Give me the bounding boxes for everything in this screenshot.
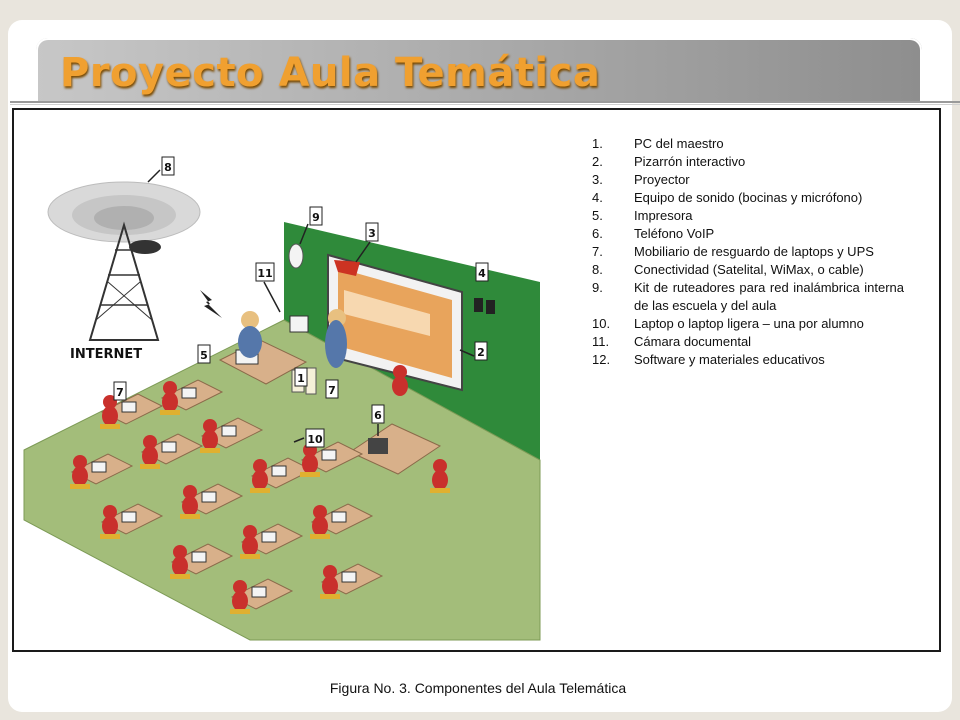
legend-number: 2. [592,154,603,169]
legend-item [592,333,904,351]
legend-text: Mobiliario de resguardo de laptops y UPS [634,244,874,259]
legend-number: 10. [592,316,611,331]
figure-caption-text: Figura No. 3. Componentes del Aula Telemática [329,680,627,696]
callout-3: 3 [368,227,376,240]
voip-phone-icon [368,438,388,454]
callout-1: 1 [297,372,305,385]
legend-item [592,153,904,171]
speaker-icon [486,300,495,314]
callout-4: 4 [478,267,486,280]
wireless-signal-icon [200,290,222,318]
legend-text: Cámara documental [634,334,752,349]
legend-text: Conectividad (Satelital, WiMax, o cable) [634,262,864,277]
internet-label: INTERNET [70,347,143,362]
legend-item [592,315,904,333]
legend-text: Pizarrón interactivo [634,154,746,169]
legend-number: 11. [592,334,610,349]
legend-text: Equipo de sonido (bocinas y micrófono) [634,190,863,205]
legend-text: Laptop o laptop ligera – una por alumno [634,316,864,331]
title-divider [10,101,960,103]
legend-number: 5. [592,208,603,223]
legend-number: 4. [592,190,603,205]
callout-10: 10 [307,433,323,446]
callout-11: 11 [257,267,273,280]
legend-item [592,171,904,189]
callout-5: 5 [200,349,208,362]
router-icon [289,244,303,268]
legend-item [592,225,904,243]
legend-item [592,135,904,153]
callout-2: 2 [477,346,485,359]
legend-number: 3. [592,172,603,187]
callout-7-cabinet: 7 [328,384,336,397]
legend-item [592,279,904,315]
legend-number: 9. [592,280,603,295]
legend-number: 8. [592,262,603,277]
callout-7-students: 7 [116,386,124,399]
slide-bottom-band [0,712,960,720]
legend-item [592,261,904,279]
legend-text: Impresora [634,208,693,223]
legend-number: 7. [592,244,603,259]
legend-number: 1. [592,136,603,151]
component-legend [592,135,904,369]
legend-text: PC del maestro [634,136,724,151]
legend-number: 12. [592,352,611,367]
legend-item [592,189,904,207]
internet-antenna [48,182,200,340]
legend-item [592,243,904,261]
callout-9: 9 [312,211,320,224]
figure-caption [0,680,960,696]
legend-text: Proyector [634,172,690,187]
legend-item [592,207,904,225]
legend-number: 6. [592,226,603,241]
callout-8: 8 [164,161,172,174]
legend-text: Software y materiales educativos [634,352,825,367]
speaker-icon [474,298,483,312]
callout-6: 6 [374,409,382,422]
legend-text: Kit de ruteadores para red inalámbrica interna de las escuela y del aula [634,280,904,313]
legend-text: Teléfono VoIP [634,226,715,241]
legend-item [592,351,904,369]
slide-title: Proyecto Aula Temática [60,50,601,96]
classroom-illustration [12,112,572,644]
title-divider-light [10,104,960,105]
